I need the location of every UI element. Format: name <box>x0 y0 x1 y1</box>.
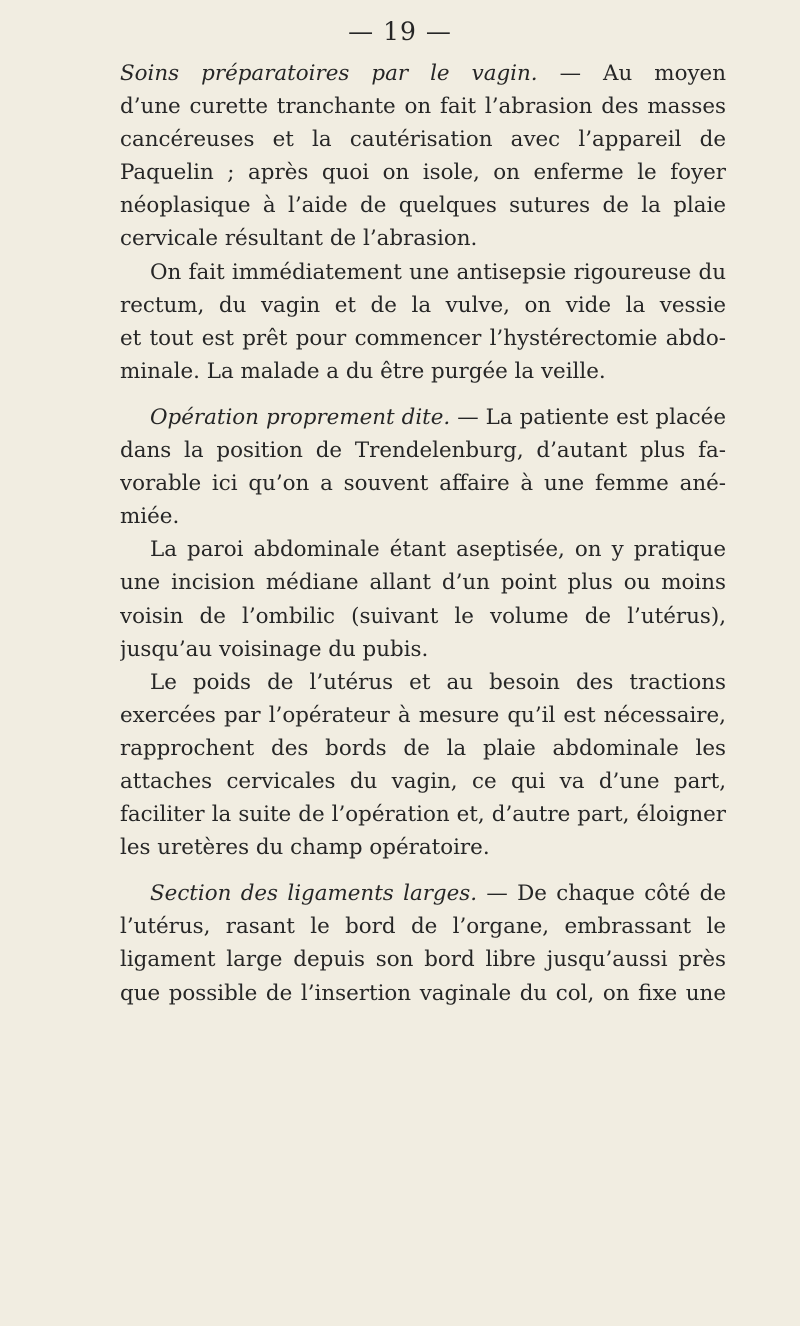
paragraph-gap <box>120 864 726 877</box>
text-line: exercées par l’opérateur à mesure qu’il est nécessaire, <box>120 702 726 728</box>
section-heading: Soins préparatoires par le vagin. <box>120 61 538 86</box>
text-line: vorable ici qu’on a souvent affaire à une femme ané- <box>120 471 726 497</box>
text-line: l’utérus, rasant le bord de l’organe, embrassant le <box>120 914 726 940</box>
section-heading: Opération proprement dite. <box>150 404 451 430</box>
page-number: — 19 — <box>348 17 452 46</box>
page-body <box>120 57 726 1010</box>
text-line: jusqu’au voisinage du pubis. <box>120 636 429 662</box>
text-line: faciliter la suite de l’opération et, d’autre part, éloigner <box>120 802 726 828</box>
text-line: cancéreuses et la cautérisation avec l’appareil de <box>120 127 726 153</box>
text-line: Paquelin ; après quoi on isole, on enferme le foyer <box>120 160 726 186</box>
text-line: On fait immédiatement une antisepsie rigoureuse du <box>150 259 726 285</box>
text-run: — Au moyen <box>537 61 726 86</box>
text-line: néoplasique à l’aide de quelques sutures de la plaie <box>120 193 726 219</box>
text-run: — De chaque côté de <box>477 881 726 907</box>
text-line: dans la position de Trendelenburg, d’autant plus fa- <box>120 438 726 464</box>
text-line: miée. <box>120 504 180 530</box>
text-line: les uretères du champ opératoire. <box>120 835 490 861</box>
paragraph-gap <box>120 388 726 401</box>
text-line <box>120 877 726 910</box>
section-heading: Section des ligaments larges. <box>150 881 478 907</box>
text-line: que possible de l’insertion vaginale du col, on fixe une <box>120 980 726 1006</box>
text-run: — La patiente est placée <box>450 404 726 430</box>
text-line <box>120 57 726 90</box>
text-line: attaches cervicales du vagin, ce qui va d’une part, <box>120 768 726 794</box>
text-line: La paroi abdominale étant aseptisée, on y pratique <box>150 537 726 563</box>
text-line: minale. La malade a du être purgée la veille. <box>120 358 606 384</box>
text-line: rapprochent des bords de la plaie abdominale les <box>120 735 726 761</box>
text-line: d’une curette tranchante on fait l’abrasion des masses <box>120 94 726 120</box>
text-line: Le poids de l’utérus et au besoin des tractions <box>150 669 726 695</box>
text-line: une incision médiane allant d’un point plus ou moins <box>120 570 726 596</box>
text-line: cervicale résultant de l’abrasion. <box>120 226 478 252</box>
text-line: rectum, du vagin et de la vulve, on vide la vessie <box>120 292 726 318</box>
text-line <box>120 401 726 434</box>
text-line: ligament large depuis son bord libre jusqu’aussi près <box>120 947 726 973</box>
text-line: et tout est prêt pour commencer l’hystérectomie abdo- <box>120 325 726 351</box>
text-line: voisin de l’ombilic (suivant le volume de l’utérus), <box>120 603 726 629</box>
